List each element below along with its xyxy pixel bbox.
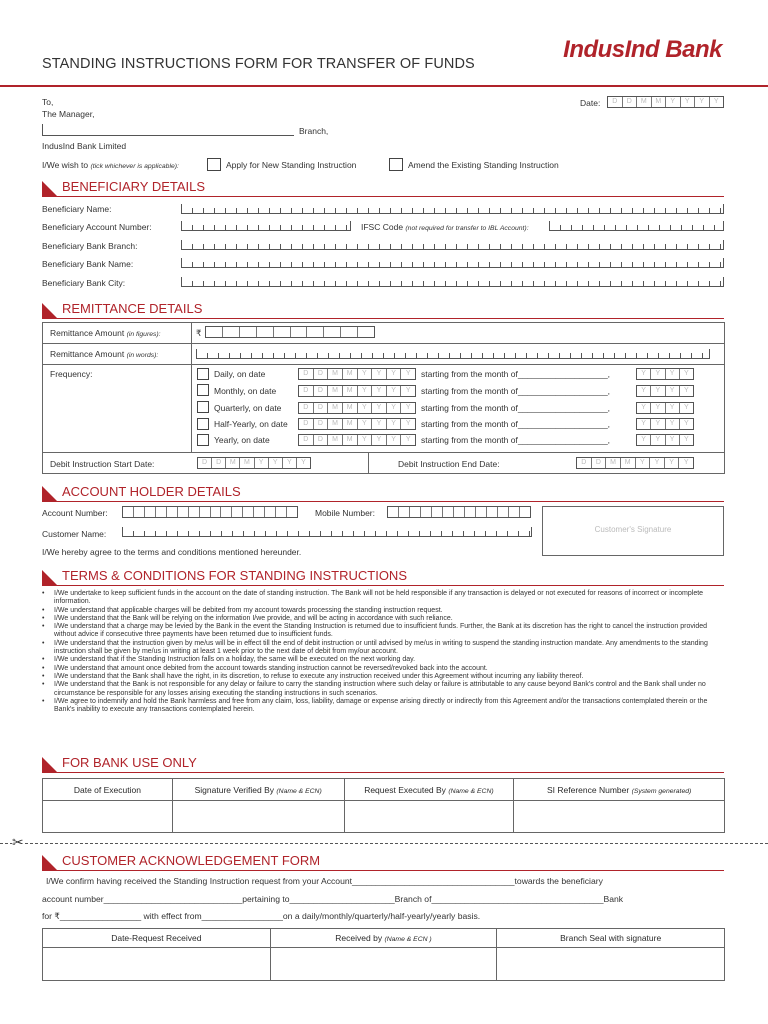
- si-reference-header: [514, 779, 725, 801]
- mobile-number-field[interactable]: [387, 506, 531, 518]
- date-box: Y: [405, 404, 411, 411]
- date-box: M: [328, 386, 343, 396]
- amount-figures-hint: (in figures):: [126, 331, 161, 338]
- date-box: Y: [387, 386, 402, 396]
- section-marker: [42, 757, 57, 772]
- terms-item: • I/We understand that amount once debited from the account towards standing instruction cannot be reversed/revoked back into the account.: [42, 665, 722, 673]
- date-box: D: [299, 419, 314, 429]
- date-box: Y: [269, 458, 283, 468]
- beneficiary-name-label: Beneficiary Name:: [42, 204, 112, 214]
- year-box: Y: [666, 386, 680, 396]
- quarterly-date-field[interactable]: [298, 402, 416, 414]
- ack-section-header: [42, 853, 724, 871]
- amount-figures-text: Remittance Amount: [50, 328, 125, 338]
- starting-month-label: starting from the month of___________________,: [421, 369, 611, 379]
- date-box: Y: [405, 436, 411, 443]
- halfyearly-checkbox[interactable]: [197, 418, 209, 430]
- date-box: D: [299, 403, 314, 413]
- starting-month-label: starting from the month of___________________,: [421, 419, 611, 429]
- new-si-label: Apply for New Standing Instruction: [226, 160, 357, 170]
- year-box: Y: [684, 436, 689, 443]
- date-box: M: [328, 403, 343, 413]
- section-marker: [42, 855, 57, 870]
- beneficiary-bank-name-label: Beneficiary Bank Name:: [42, 259, 134, 269]
- bank-logo: IndusInd Bank: [563, 36, 722, 63]
- date-box: M: [343, 403, 358, 413]
- quarterly-checkbox[interactable]: [197, 401, 209, 413]
- terms-item: • I/We understand that the Bank will be relying on the information I/we provide, and will be acting in accordance with such reliance.: [42, 615, 722, 623]
- date-box: Y: [387, 369, 402, 379]
- bank-name-label: IndusInd Bank Limited: [42, 141, 127, 151]
- year-box: Y: [651, 369, 665, 379]
- si-reference-cell[interactable]: [514, 801, 725, 833]
- date-box: M: [343, 419, 358, 429]
- daily-year-field[interactable]: [636, 368, 694, 380]
- year-box: Y: [666, 369, 680, 379]
- date-box: Y: [372, 435, 387, 445]
- date-box: Y: [665, 458, 680, 468]
- wish-label: [42, 160, 179, 170]
- terms-heading: TERMS & CONDITIONS FOR STANDING INSTRUCTIONS: [62, 568, 407, 583]
- remittance-section-header: [42, 301, 724, 319]
- date-box: D: [577, 458, 592, 468]
- terms-item: • I/We undertake to keep sufficient funds in the account on the date of standing instruction. The Bank will not be held responsible if any transaction is delayed or not executed for reasons of incorrect or incomplete information.: [42, 590, 722, 607]
- date-box: D: [314, 386, 329, 396]
- year-box: Y: [637, 403, 651, 413]
- signature-verified-hint: (Name & ECN): [276, 787, 322, 795]
- beneficiary-name-field[interactable]: [181, 204, 724, 214]
- account-holder-heading: ACCOUNT HOLDER DETAILS: [62, 484, 241, 499]
- date-box: Y: [387, 419, 402, 429]
- section-marker: [42, 570, 57, 585]
- end-date-label: Debit Instruction End Date:: [398, 459, 500, 469]
- date-box: Y: [695, 97, 710, 107]
- section-rule: [42, 196, 724, 197]
- bank-use-section-header: [42, 755, 724, 773]
- section-rule: [42, 501, 724, 502]
- ack-table: [42, 928, 725, 981]
- branch-seal-cell[interactable]: [497, 948, 725, 981]
- date-label: Date:: [580, 98, 601, 108]
- year-box: Y: [651, 419, 665, 429]
- signature-box[interactable]: [542, 506, 724, 556]
- yearly-year-field[interactable]: [636, 434, 694, 446]
- start-date-field[interactable]: [197, 457, 311, 469]
- year-box: Y: [666, 435, 680, 445]
- date-box: D: [623, 97, 638, 107]
- ifsc-field[interactable]: [549, 221, 724, 231]
- freq-option-yearly: Yearly, on date: [214, 435, 270, 445]
- terms-item: • I/We understand that the Bank is not responsible for any delay or failure to carry the standing instruction where such delay or failure is attributable to any cause beyond Bank's control and the Bank shall under no circumstance be responsible for any losses arising executing the standing instructions in such scenarios.: [42, 681, 722, 698]
- date-box: Y: [683, 459, 689, 466]
- amount-figures-label: [50, 328, 161, 338]
- year-box: Y: [651, 435, 665, 445]
- freq-option-quarterly: Quarterly, on date: [214, 403, 282, 413]
- account-holder-section-header: [42, 484, 724, 502]
- yearly-date-field[interactable]: [298, 434, 416, 446]
- section-rule: [42, 318, 724, 319]
- date-box: D: [212, 458, 226, 468]
- date-box: M: [328, 435, 343, 445]
- end-date-field[interactable]: [576, 457, 694, 469]
- col-divider: [368, 452, 369, 474]
- remittance-heading: REMITTANCE DETAILS: [62, 301, 203, 316]
- date-box: M: [343, 386, 358, 396]
- year-box: Y: [684, 370, 689, 377]
- beneficiary-city-field[interactable]: [181, 277, 724, 287]
- date-box: Y: [372, 386, 387, 396]
- starting-month-label: starting from the month of___________________,: [421, 435, 611, 445]
- beneficiary-branch-field[interactable]: [181, 240, 724, 250]
- starting-month-label: starting from the month of___________________,: [421, 386, 611, 396]
- wish-text: I/We wish to: [42, 160, 89, 170]
- ifsc-label: [361, 222, 529, 232]
- branch-label: Branch,: [299, 126, 329, 136]
- row-divider: [42, 343, 725, 344]
- date-box: Y: [283, 458, 297, 468]
- year-box: Y: [651, 386, 665, 396]
- date-received-cell[interactable]: [43, 948, 271, 981]
- quarterly-year-field[interactable]: [636, 402, 694, 414]
- beneficiary-city-label: Beneficiary Bank City:: [42, 278, 126, 288]
- frequency-label: Frequency:: [50, 369, 93, 379]
- date-execution-cell[interactable]: [43, 801, 173, 833]
- date-box: Y: [358, 435, 373, 445]
- signature-placeholder: Customer's Signature: [594, 525, 672, 534]
- daily-checkbox[interactable]: [197, 368, 209, 380]
- section-marker: [42, 303, 57, 318]
- date-box: M: [226, 458, 240, 468]
- date-field[interactable]: [607, 96, 724, 108]
- scissors-icon: ✂: [12, 834, 24, 850]
- freq-option-halfyearly: Half-Yearly, on date: [214, 419, 288, 429]
- branch-name-field[interactable]: [42, 124, 294, 136]
- cut-line: [0, 843, 768, 844]
- date-box: Y: [255, 458, 269, 468]
- date-box: Y: [372, 403, 387, 413]
- bank-use-heading: FOR BANK USE ONLY: [62, 755, 197, 770]
- monthly-year-field[interactable]: [636, 385, 694, 397]
- date-box: M: [606, 458, 621, 468]
- ifsc-hint: (not required for transfer to IBL Account):: [405, 225, 529, 232]
- header-divider: [0, 85, 768, 87]
- start-date-label: Debit Instruction Start Date:: [50, 459, 155, 469]
- received-by-header: [270, 929, 497, 948]
- date-box: M: [621, 458, 636, 468]
- request-executed-text: Request Executed By: [364, 784, 446, 795]
- date-received-header: Date-Request Received: [43, 929, 271, 948]
- ack-line-1: I/We confirm having received the Standing Instruction request from your Account__________________________________towards the beneficiary: [46, 876, 603, 886]
- halfyearly-year-field[interactable]: [636, 418, 694, 430]
- date-box: M: [652, 97, 667, 107]
- amount-words-label: [50, 349, 158, 359]
- date-box: Y: [405, 387, 411, 394]
- date-box: D: [198, 458, 212, 468]
- section-rule: [42, 585, 724, 586]
- request-executed-cell[interactable]: [344, 801, 514, 833]
- ack-entry-row: [43, 948, 725, 981]
- branch-seal-header: Branch Seal with signature: [497, 929, 725, 948]
- ack-header-row: [43, 929, 725, 948]
- date-box: Y: [358, 403, 373, 413]
- terms-item: • I/We understand that a charge may be levied by the Bank in the event the Standing Instruction is returned due to insufficient funds. Further, the Bank at its discretion has the right to cancel the instruction provided without advice if consecutive three payments have been returned due to insufficient funds.: [42, 623, 722, 640]
- amount-words-text: Remittance Amount: [50, 349, 125, 359]
- date-box: M: [343, 369, 358, 379]
- customer-name-field[interactable]: [122, 527, 532, 537]
- date-box: D: [299, 435, 314, 445]
- beneficiary-section-header: [42, 179, 724, 197]
- date-box: M: [328, 369, 343, 379]
- beneficiary-account-label: Beneficiary Account Number:: [42, 222, 152, 232]
- date-box: Y: [387, 435, 402, 445]
- date-box: D: [314, 369, 329, 379]
- bank-use-entry-row: [43, 801, 725, 833]
- beneficiary-heading: BENEFICIARY DETAILS: [62, 179, 206, 194]
- amount-words-field[interactable]: [196, 349, 710, 359]
- date-box: D: [608, 97, 623, 107]
- signature-verified-header: [172, 779, 344, 801]
- year-box: Y: [666, 419, 680, 429]
- year-box: Y: [666, 403, 680, 413]
- date-box: D: [299, 369, 314, 379]
- year-box: Y: [684, 404, 689, 411]
- beneficiary-account-field[interactable]: [181, 221, 351, 231]
- date-box: M: [240, 458, 254, 468]
- amount-figures-field[interactable]: [205, 326, 375, 338]
- beneficiary-branch-label: Beneficiary Bank Branch:: [42, 241, 138, 251]
- to-label: To,: [42, 97, 54, 107]
- ack-line-2: account number_____________________________pertaining to______________________Branch of____________________________________Bank: [42, 894, 624, 904]
- section-rule: [42, 772, 724, 773]
- date-box: M: [637, 97, 652, 107]
- account-number-field[interactable]: [122, 506, 298, 518]
- date-box: Y: [387, 403, 402, 413]
- halfyearly-date-field[interactable]: [298, 418, 416, 430]
- date-box: D: [314, 435, 329, 445]
- section-marker: [42, 486, 57, 501]
- ack-heading: CUSTOMER ACKNOWLEDGEMENT FORM: [62, 853, 321, 868]
- year-box: Y: [637, 386, 651, 396]
- rupee-symbol: ₹: [196, 328, 202, 338]
- row-divider: [42, 452, 725, 453]
- si-reference-hint: (System generated): [631, 787, 692, 795]
- daily-date-field[interactable]: [298, 368, 416, 380]
- date-box: Y: [666, 97, 681, 107]
- wish-hint: (tick whichever is applicable):: [90, 163, 179, 170]
- date-box: Y: [372, 369, 387, 379]
- year-box: Y: [637, 419, 651, 429]
- monthly-checkbox[interactable]: [197, 384, 209, 396]
- date-box: Y: [358, 369, 373, 379]
- year-box: Y: [684, 420, 689, 427]
- signature-verified-cell[interactable]: [172, 801, 344, 833]
- year-box: Y: [637, 435, 651, 445]
- date-box: Y: [301, 459, 306, 466]
- date-box: Y: [358, 386, 373, 396]
- amend-si-checkbox[interactable]: [389, 158, 403, 171]
- year-box: Y: [684, 387, 689, 394]
- request-executed-header: [344, 779, 514, 801]
- row-divider: [42, 364, 725, 365]
- manager-label: The Manager,: [42, 109, 95, 119]
- date-box: M: [343, 435, 358, 445]
- starting-month-label: starting from the month of___________________,: [421, 403, 611, 413]
- bank-use-header-row: [43, 779, 725, 801]
- monthly-date-field[interactable]: [298, 385, 416, 397]
- date-box: M: [328, 419, 343, 429]
- si-reference-text: SI Reference Number: [547, 784, 630, 795]
- agree-text: I/We hereby agree to the terms and conditions mentioned hereunder.: [42, 547, 302, 557]
- year-box: Y: [651, 403, 665, 413]
- date-box: D: [299, 386, 314, 396]
- date-box: Y: [405, 370, 411, 377]
- received-by-cell[interactable]: [270, 948, 497, 981]
- terms-item: • I/We agree to indemnify and hold the Bank harmless and free from any claim, loss, liability, damage or expense arising directly or indirectly from this Agreement and/or the transactions contemplated therein or the Bank's inability to execute any transactions contemplated herein.: [42, 698, 722, 715]
- date-box: Y: [636, 458, 651, 468]
- ifsc-text: IFSC Code: [361, 222, 404, 232]
- terms-item: • I/We understand that the Bank shall have the right, in its discretion, to refuse to execute any instruction received under this Agreement without incurring any liability thereof.: [42, 673, 722, 681]
- terms-list: [42, 590, 722, 714]
- col-divider: [191, 322, 192, 452]
- section-rule: [42, 870, 724, 871]
- customer-name-label: Customer Name:: [42, 529, 107, 539]
- date-box: D: [314, 403, 329, 413]
- freq-option-monthly: Monthly, on date: [214, 386, 277, 396]
- mobile-number-label: Mobile Number:: [315, 508, 375, 518]
- date-execution-header: Date of Execution: [43, 779, 173, 801]
- terms-item: • I/We understand that applicable charges will be debited from my account towards processing the standing instruction request.: [42, 607, 722, 615]
- year-box: Y: [637, 369, 651, 379]
- date-box: Y: [372, 419, 387, 429]
- received-by-hint: (Name & ECN ): [384, 936, 432, 943]
- terms-item: • I/We understand that if the Standing Instruction falls on a holiday, the same will be executed on the next working day.: [42, 656, 722, 664]
- amend-si-label: Amend the Existing Standing Instruction: [408, 160, 559, 170]
- ack-line-3: for ₹_________________ with effect from_________________on a daily/monthly/quarterly/half-yearly/yearly basis.: [42, 911, 481, 921]
- account-number-label: Account Number:: [42, 508, 108, 518]
- bank-use-table: [42, 778, 725, 833]
- date-box: Y: [405, 420, 411, 427]
- terms-section-header: [42, 568, 724, 586]
- beneficiary-bank-name-field[interactable]: [181, 258, 724, 268]
- date-box: Y: [358, 419, 373, 429]
- section-marker: [42, 181, 57, 196]
- yearly-checkbox[interactable]: [197, 434, 209, 446]
- date-box: D: [314, 419, 329, 429]
- received-by-text: Received by: [335, 933, 383, 943]
- date-box: D: [592, 458, 607, 468]
- terms-item: • I/We understand that the instruction given by me/us will be in effect till the end of debit instruction or until advised by me/us in writing to suspend the standing instruction mandate. Any amendments to the standing instruction shall be given by me/us in writing at least 1 week prior to the next date of debit from my/our account.: [42, 640, 722, 657]
- date-box: Y: [650, 458, 665, 468]
- form-title: STANDING INSTRUCTIONS FORM FOR TRANSFER OF FUNDS: [42, 56, 475, 72]
- freq-option-daily: Daily, on date: [214, 369, 266, 379]
- amount-words-hint: (in words):: [126, 352, 159, 359]
- date-box: Y: [681, 97, 696, 107]
- request-executed-hint: (Name & ECN): [448, 787, 494, 795]
- date-box: Y: [713, 98, 719, 105]
- new-si-checkbox[interactable]: [207, 158, 221, 171]
- signature-verified-text: Signature Verified By: [194, 784, 275, 795]
